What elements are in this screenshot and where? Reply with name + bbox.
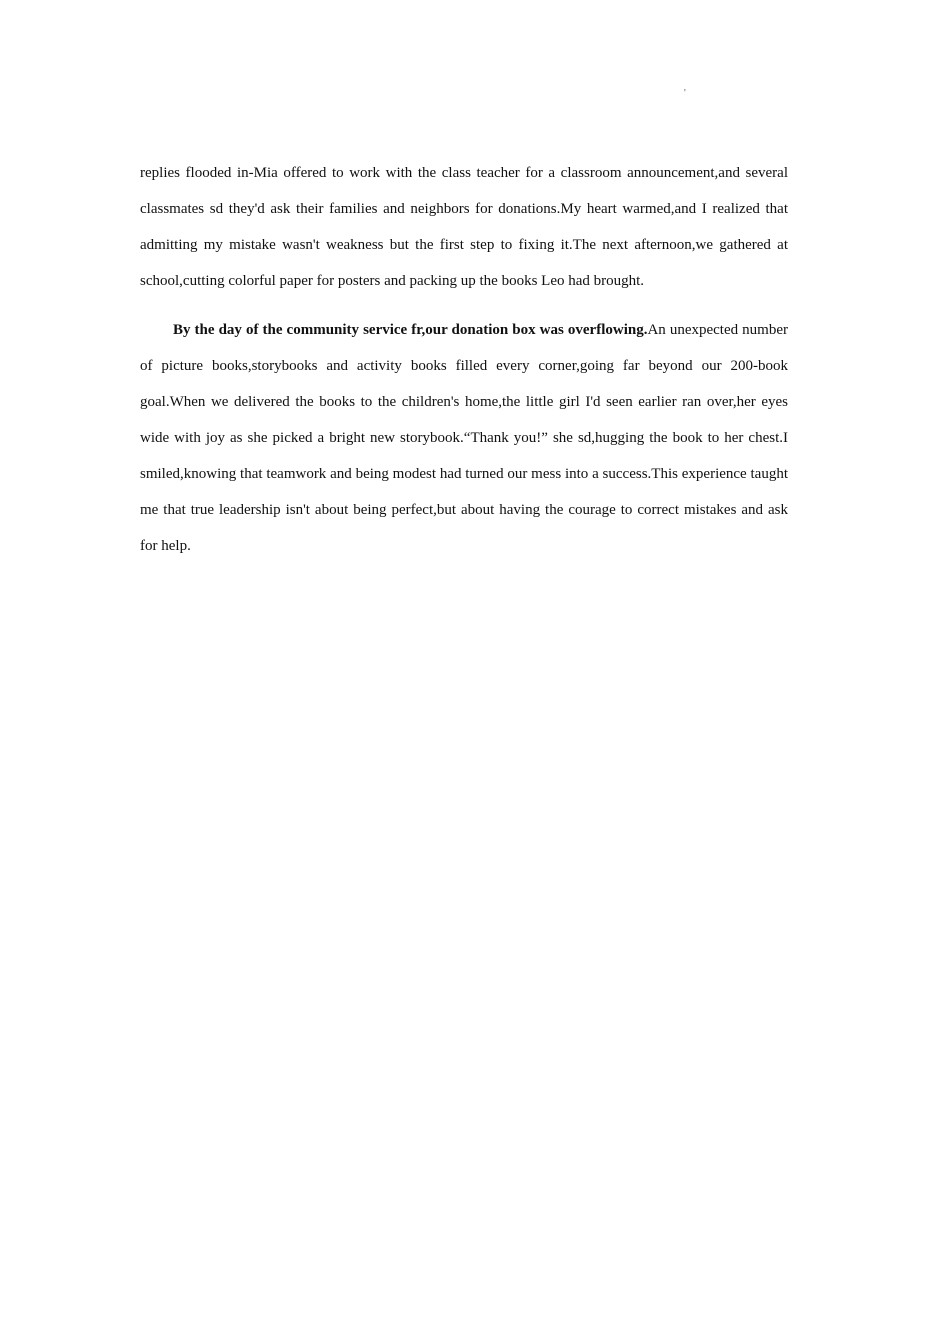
header-mark: '	[684, 88, 686, 99]
paragraph-1-text: replies flooded in-Mia offered to work with the class teacher for a classroom announcement,and several classmates sd they'd ask their families and neighbors for donations.My heart warmed,and I realized that admitting my mistake wasn't weakness but the first step to fixing it.The next afternoon,we gathered at school,cutting colorful paper for posters and packing up the books Leo had brought.	[140, 165, 788, 289]
body-text	[140, 155, 788, 564]
paragraph-2-text: An unexpected number of picture books,storybooks and activity books filled every corner,going far beyond our 200-book goal.When we delivered the books to the children's home,the little girl I'd seen earlier ran over,her eyes wide with joy as she picked a bright new storybook.“Thank you!” she sd,hugging the book to her chest.I smiled,knowing that teamwork and being modest had turned our mess into a success.This experience taught me that true leadership isn't about being perfect,but about having the courage to correct mistakes and ask for help.	[140, 322, 788, 554]
paragraph-1	[140, 155, 788, 299]
paragraph-2-lead-sentence: By the day of the community service fr,our donation box was overflowing.	[173, 322, 648, 338]
paragraph-2	[140, 312, 788, 564]
